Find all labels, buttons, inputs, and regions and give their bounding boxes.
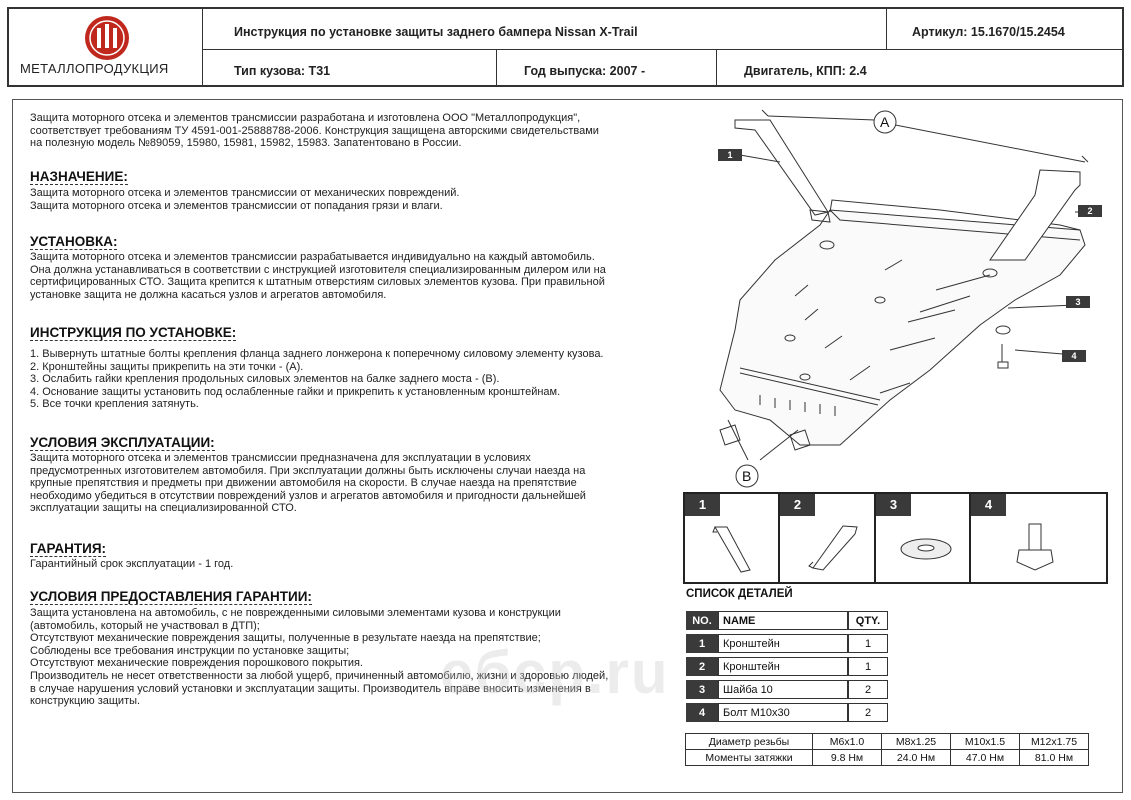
thread-cell: М10х1.5 bbox=[951, 734, 1020, 750]
part-box bbox=[876, 494, 971, 582]
cell-no: 2 bbox=[686, 657, 718, 676]
thread-cell: М8х1.25 bbox=[882, 734, 951, 750]
bracket-icon bbox=[705, 522, 765, 577]
part-number: 3 bbox=[876, 494, 911, 516]
part-number: 1 bbox=[685, 494, 720, 516]
torque-table bbox=[685, 733, 1089, 766]
purpose-text bbox=[30, 187, 459, 212]
company-logo-icon bbox=[82, 13, 132, 63]
thread-cell: М6х1.0 bbox=[813, 734, 882, 750]
install-heading: УСТАНОВКА: bbox=[30, 234, 118, 249]
intro-line: соответствует требованиям ТУ 4591-001-25888788-2006. Конструкция защищена авторскими свидетельствами bbox=[30, 124, 599, 137]
header-divider bbox=[496, 49, 497, 87]
header-divider bbox=[886, 7, 887, 49]
washer-icon bbox=[896, 524, 956, 574]
cell-no: 1 bbox=[686, 634, 718, 653]
thread-cell: М12х1.75 bbox=[1020, 734, 1089, 750]
part-box bbox=[780, 494, 876, 582]
header-divider bbox=[716, 49, 717, 87]
bolt-icon bbox=[1011, 520, 1061, 580]
cell-qty: 1 bbox=[848, 634, 888, 653]
install-line: сертифицированных СТО. Защита крепится к штатным отверстиям силовых элементов кузова. При правильной bbox=[30, 276, 605, 289]
table-row bbox=[686, 680, 888, 699]
body-type: Тип кузова: Т31 bbox=[234, 64, 331, 78]
production-year: Год выпуска: 2007 - bbox=[524, 64, 646, 78]
cell-qty: 1 bbox=[848, 657, 888, 676]
intro-text bbox=[30, 112, 599, 150]
purpose-heading: НАЗНАЧЕНИЕ: bbox=[30, 169, 128, 184]
cell-name: Кронштейн bbox=[718, 657, 848, 676]
part-box bbox=[685, 494, 780, 582]
warranty-terms-heading: УСЛОВИЯ ПРЕДОСТАВЛЕНИЯ ГАРАНТИИ: bbox=[30, 589, 312, 604]
column-header: NAME bbox=[718, 611, 848, 630]
row-label: Диаметр резьбы bbox=[686, 734, 813, 750]
table-row bbox=[686, 634, 888, 653]
operation-line: предусмотренных изготовителем автомобиля. При эксплуатации должны быть исключены случаи наезда на bbox=[30, 464, 586, 477]
header-divider bbox=[202, 7, 203, 87]
column-header: NO. bbox=[686, 611, 718, 630]
engine-info: Двигатель, КПП: 2.4 bbox=[744, 64, 867, 78]
part-number: 2 bbox=[780, 494, 815, 516]
instruction-step: 1. Выверну​ть штатные болты крепления фланца заднего лонжерона к поперечному силовому элементу кузова. bbox=[30, 348, 604, 360]
installation-diagram bbox=[680, 100, 1120, 490]
label-a: A bbox=[880, 114, 890, 130]
install-line: Она должна устанавливаться в соответствии с инструкцией изготовителя специализированным дилером или на bbox=[30, 263, 606, 276]
warranty-term-line: Защита установлена на автомобиль, с не поврежденными силовыми элементами кузова и конструкции bbox=[30, 607, 561, 619]
warranty-term-line: Отсутствуют механические повреждения порошкового покрытия. bbox=[30, 657, 363, 670]
torque-cell: 81.0 Нм bbox=[1020, 750, 1089, 766]
intro-line: на полезную модель №89059, 15980, 15981, 15982, 15983. Запатентовано в России. bbox=[30, 137, 462, 150]
table-row bbox=[686, 703, 888, 722]
document-title: Инструкция по установке защиты заднего бампера Nissan X-Trail bbox=[234, 25, 638, 39]
instructions-heading: ИНСТРУКЦИЯ ПО УСТАНОВКЕ: bbox=[30, 325, 237, 340]
label-b: B bbox=[742, 468, 752, 484]
bracket-icon bbox=[795, 522, 865, 577]
cell-no: 4 bbox=[686, 703, 718, 722]
callout-3: 3 bbox=[1066, 296, 1090, 308]
torque-cell: 9.8 Нм bbox=[813, 750, 882, 766]
part-number: 4 bbox=[971, 494, 1006, 516]
instruction-step: 5. Все точки крепления затянуть. bbox=[30, 398, 199, 411]
warranty-term-line: Отсутствуют механические повреждения защиты, полученные в результате наезда на препятствие; bbox=[30, 632, 541, 645]
cell-name: Шайба 10 bbox=[718, 680, 848, 699]
warranty-line: Гарантийный срок эксплуатации - 1 год. bbox=[30, 558, 234, 570]
instruction-step: 4. Основание защиты установить под ослабленные гайки и прикрепить к установленным кронштейнам. bbox=[30, 385, 561, 398]
install-text bbox=[30, 251, 606, 301]
callout-4: 4 bbox=[1062, 350, 1086, 362]
row-label: Моменты затяжки bbox=[686, 750, 813, 766]
operation-text bbox=[30, 452, 658, 515]
table-header-row bbox=[686, 611, 888, 630]
torque-cell: 24.0 Нм bbox=[882, 750, 951, 766]
purpose-line: Защита моторного отсека и элементов трансмиссии от механических повреждений. bbox=[30, 187, 460, 199]
callout-1: 1 bbox=[718, 149, 742, 161]
parts-illustrations bbox=[683, 492, 1108, 584]
table-row bbox=[686, 657, 888, 676]
warranty-term-line: (автомобиль, который не участвовал в ДТП); bbox=[30, 619, 260, 632]
install-line: Защита моторного отсека и элементов трансмиссии разрабатывается индивидуально на каждый автомобиль. bbox=[30, 251, 595, 263]
intro-line: Защита моторного отсека и элементов трансмиссии разработана и изготовлена ООО "Металлопродукция", bbox=[30, 112, 581, 124]
warranty-term-line: Производитель не несет ответственности за любой ущерб, причиненный автомобилю, жизни и здоровью людей, bbox=[30, 669, 609, 682]
purpose-line: Защита моторного отсека и элементов трансмиссии от попадания грязи и влаги. bbox=[30, 199, 443, 212]
parts-list-table bbox=[686, 607, 888, 726]
warranty-term-line: конструкцию защиты. bbox=[30, 695, 141, 708]
operation-line: эксплуатации защиты на специализированной СТО. bbox=[30, 502, 297, 515]
warranty-heading: ГАРАНТИЯ: bbox=[30, 541, 107, 556]
part-box bbox=[971, 494, 1106, 582]
operation-heading: УСЛОВИЯ ЭКСПЛУАТАЦИИ: bbox=[30, 435, 215, 450]
operation-line: Защита моторного отсека и элементов трансмиссии предназначена для эксплуатации в условиях bbox=[30, 452, 531, 464]
callout-2: 2 bbox=[1078, 205, 1102, 217]
parts-list-title: СПИСОК ДЕТАЛЕЙ bbox=[686, 588, 793, 600]
instruction-step: 3. Ослабить гайки крепления продольных силовых элементов на балке заднего моста - (В). bbox=[30, 373, 500, 386]
cell-no: 3 bbox=[686, 680, 718, 699]
install-line: установке защита не должна касаться узлов и агрегатов автомобиля. bbox=[30, 288, 387, 301]
watermark: ебср.ru bbox=[440, 639, 670, 706]
article-number: Артикул: 15.1670/15.2454 bbox=[912, 25, 1065, 39]
table-row bbox=[686, 750, 1089, 766]
operation-line: крупные препятствия и предметы при движении автомобиля на скорости. В случае наезда на препятствие bbox=[30, 477, 577, 490]
cell-qty: 2 bbox=[848, 680, 888, 699]
column-header: QTY. bbox=[848, 611, 888, 630]
cell-name: Кронштейн bbox=[718, 634, 848, 653]
table-row bbox=[686, 734, 1089, 750]
cell-qty: 2 bbox=[848, 703, 888, 722]
cell-name: Болт М10х30 bbox=[718, 703, 848, 722]
instructions-text bbox=[30, 348, 604, 411]
warranty-text bbox=[30, 558, 233, 571]
operation-line: необходимо убедиться в отсутствии повреждений узлов и агрегатов автомобиля и пригодности дальнейшей bbox=[30, 489, 586, 502]
torque-cell: 47.0 Нм bbox=[951, 750, 1020, 766]
warranty-term-line: Соблюдены все требования инструкции по установке защиты; bbox=[30, 644, 350, 657]
header-divider bbox=[202, 49, 1124, 50]
company-name: МЕТАЛЛОПРОДУКЦИЯ bbox=[20, 61, 169, 76]
instruction-step: 2. Кронштейны защиты прикрепить на эти точки - (А). bbox=[30, 360, 304, 373]
warranty-term-line: в случае нарушения условий установки и эксплуатации защиты. Производитель вправе вносить изменения в bbox=[30, 682, 591, 695]
